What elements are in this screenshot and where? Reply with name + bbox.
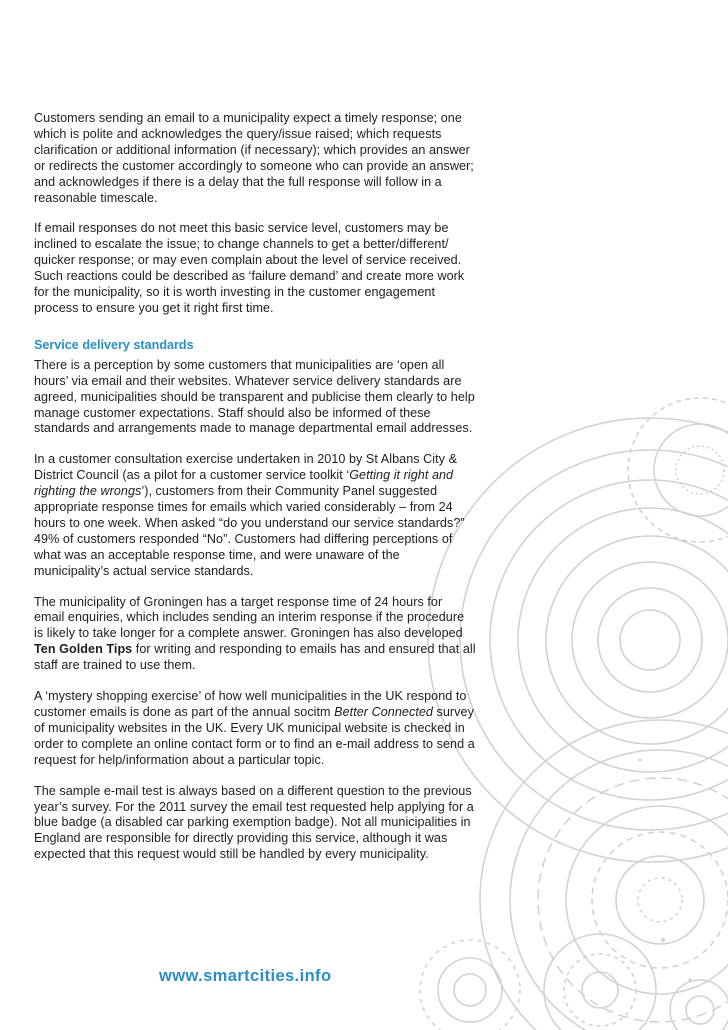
paragraph-st-albans xyxy=(34,452,476,579)
section-heading-service-delivery: Service delivery standards xyxy=(34,337,194,352)
paragraph-sample-test: The sample e-mail test is always based on a different question to the previous year’s survey. For the 2011 survey the email test requested help applying for a blue badge (a disabled car parking exemption badge). Not all municipalities in England are responsible for directly providing this service, although it was expected that this request would still be handled by every municipality. xyxy=(34,783,474,862)
paragraph-email-expectations: Customers sending an email to a municipality expect a timely response; one which is polite and acknowledges the query/issue raised; which requests clarification or additional information (if necessary); which provides an answer or redirects the customer accordingly to someone who can provide an answer; and acknowledges if there is a delay that the full response will follow in a reasonable timescale. xyxy=(34,111,474,205)
paragraph-mystery-shopping-text-a: A ‘mystery shopping exercise’ of how well municipalities in the UK respond to customer emails is done as part of the annual socitm xyxy=(34,689,467,719)
paragraph-groningen xyxy=(34,595,476,675)
paragraph-st-albans-text-b: ’), customers from their Community Panel suggested appropriate response times for emails which varied considerably – from 24 hours to one week. When asked “do you understand our service standards?” 49% of customers responded “No”. Customers had differing perceptions of what was an acceptable response time, and were unaware of the municipality’s actual service standards. xyxy=(34,484,465,578)
toolkit-title: Getting it right and righting the wrongs xyxy=(34,468,454,499)
paragraph-perception: There is a perception by some customers that municipalities are ‘open all hours’ via email and their websites. Whatever service delivery standards are agreed, municipalities should be transparent and publicise them clearly to help manage customer expectations. Staff should also be informed of these standards and arrangements made to manage departmental email addresses. xyxy=(34,357,475,436)
main-content xyxy=(34,111,476,878)
paragraph-st-albans-text-a: In a customer consultation exercise undertaken in 2010 by St Albans City & District Council (as a pilot for a customer service toolkit ‘ xyxy=(34,452,458,483)
paragraph-mystery-shopping xyxy=(34,689,476,769)
paragraph-groningen-text-b: for writing and responding to emails has and ensured that all staff are trained to use them. xyxy=(34,642,476,673)
footer-website-link[interactable]: www.smartcities.info xyxy=(159,967,332,985)
better-connected-title: Better Connected xyxy=(334,705,433,719)
paragraph-failure-demand: If email responses do not meet this basic service level, customers may be inclined to escalate the issue; to change channels to get a better/different/ quicker response; or may even complain about the level of service received. Such reactions could be described as ‘failure demand’ and create more work for the municipality, so it is worth investing in the customer engagement process to ensure you get it right first time. xyxy=(34,221,465,315)
ten-golden-tips: Ten Golden Tips xyxy=(34,642,133,657)
paragraph-mystery-shopping-text-b: survey of municipality websites in the UK. Every UK municipal website is checked in order to complete an online contact form or to find an e-mail address to send a request for help/information about a particular topic. xyxy=(34,705,475,767)
paragraph-groningen-text-a: The municipality of Groningen has a target response time of 24 hours for email enquiries, which includes sending an interim response if the procedure is likely to take longer for a complete answer. Groningen has also developed xyxy=(34,594,465,641)
